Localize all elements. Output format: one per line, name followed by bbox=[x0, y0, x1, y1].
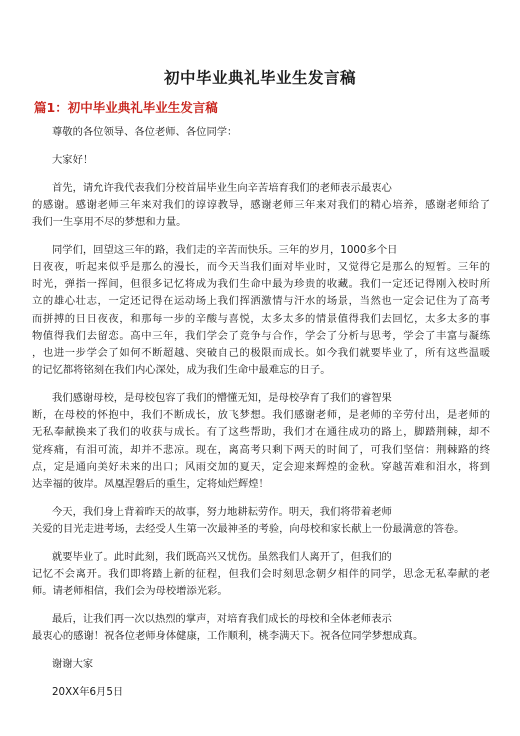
text-line: 就要毕业了。此时此刻，我们既高兴又忧伤。虽然我们人离开了，但我们的 bbox=[52, 550, 392, 563]
greeting-paragraph bbox=[32, 152, 490, 169]
text-line: 日夜夜，听起来似乎是那么的漫长，而今天当我们面对毕业时，又觉得它是那么的短暂。三年的 bbox=[32, 261, 490, 273]
body-paragraph bbox=[32, 611, 490, 645]
closing-paragraph bbox=[32, 656, 490, 673]
text-line: 而拼搏的日日夜夜，和那每一步的辛酸与喜悦，太多太多的情景值得我们去回忆，太多太多的事 bbox=[32, 312, 490, 325]
text-line: 今天，我们身上背着昨天的故事，努力地耕耘劳作。明天，我们将带着老师 bbox=[52, 505, 392, 518]
text-line: 记忆不会离开。我们即将踏上新的征程，但我们会时刻思念朝夕相伴的同学，思念无私奉献的老 bbox=[32, 568, 490, 581]
text-line: 最衷心的感谢！祝各位老师身体健康，工作顺利，桃李满天下。祝各位同学梦想成真。 bbox=[32, 630, 424, 643]
body-paragraph bbox=[32, 504, 490, 538]
text-line: 我们感谢母校，是母校包容了我们的懵懂无知，是母校孕育了我们的睿智果 bbox=[52, 392, 392, 405]
text-line: 尊敬的各位领导、各位老师、各位同学： bbox=[52, 126, 238, 138]
salutation-paragraph bbox=[32, 124, 490, 141]
document-body bbox=[32, 124, 490, 712]
text-line: ，也进一步学会了如何不断超越、突破自己的极限而成长。如今我们就要毕业了，所有这些温暖 bbox=[32, 347, 490, 360]
text-line: 点，定是通向美好未来的出口；风雨交加的夏天，定会迎来辉煌的金秋。穿越苦难和泪水，将到 bbox=[32, 460, 490, 473]
text-line: 谢谢大家 bbox=[52, 658, 94, 671]
text-line: 无私奉献换来了我们的收获与成长。有了这些帮助，我们才在通往成功的路上，脚踏荆棘，却不 bbox=[32, 426, 490, 439]
date-paragraph bbox=[32, 684, 490, 701]
text-line: 达幸福的彼岸。凤凰涅磐后的重生，定将灿烂辉煌！ bbox=[32, 478, 269, 491]
section-title: 篇1：初中毕业典礼毕业生发言稿 bbox=[34, 100, 218, 115]
text-line: 断，在母校的怀抱中，我们不断成长，放飞梦想。我们感谢老师，是老师的辛劳付出，是老师的 bbox=[32, 409, 490, 422]
text-line: 时光，弹指一挥间，但很多记忆将成为我们生命中最为珍贵的收藏。我们一定还记得刚入校时所 bbox=[32, 278, 490, 291]
text-line: 的感谢。感谢老师三年来对我们的谆谆教导，感谢老师三年来对我们的精心培养，感谢老师给了 bbox=[32, 198, 490, 211]
text-line: 同学们，回望这三年的路，我们走的辛苦而快乐。三年的岁月，1000多个日 bbox=[52, 243, 398, 256]
text-line: 最后，让我们再一次以热烈的掌声，对培育我们成长的母校和全体老师表示 bbox=[52, 613, 392, 626]
text-line: 觉疼痛，有泪可流，却并不悲凉。现在，离高考只剩下两天的时间了，可我们坚信：荆棘路的终 bbox=[32, 443, 490, 456]
body-paragraph bbox=[32, 549, 490, 601]
text-line: 20XX年6月5日 bbox=[52, 685, 124, 698]
text-line: 首先，请允许我代表我们分校首届毕业生向辛苦培育我们的老师表示最衷心 bbox=[52, 181, 392, 194]
text-line: 立的雄心壮志，一定还记得在运动场上我们挥洒激情与汗水的场景，当然也一定会记住为了高考 bbox=[32, 295, 490, 308]
text-line: 大家好！ bbox=[52, 153, 94, 166]
body-paragraph bbox=[32, 180, 490, 232]
document-title: 初中毕业典礼毕业生发言稿 bbox=[163, 69, 356, 87]
body-paragraph bbox=[32, 242, 490, 380]
text-line: 师。请老师相信，我们会为母校增添光彩。 bbox=[32, 585, 228, 598]
text-line: 我们一生享用不尽的梦想和力量。 bbox=[32, 216, 187, 228]
text-line: 关爱的目光走进考场，去经受人生第一次最神圣的考验，向母校和家长献上一份最满意的答卷。 bbox=[32, 523, 465, 536]
text-line: 的记忆都将铭刻在我们内心深处，成为我们生命中最难忘的日子。 bbox=[32, 364, 331, 377]
text-line: 物值得我们去留恋。高中三年，我们学会了竞争与合作，学会了分析与思考，学会了丰富与凝练 bbox=[32, 329, 490, 342]
body-paragraph bbox=[32, 390, 490, 493]
